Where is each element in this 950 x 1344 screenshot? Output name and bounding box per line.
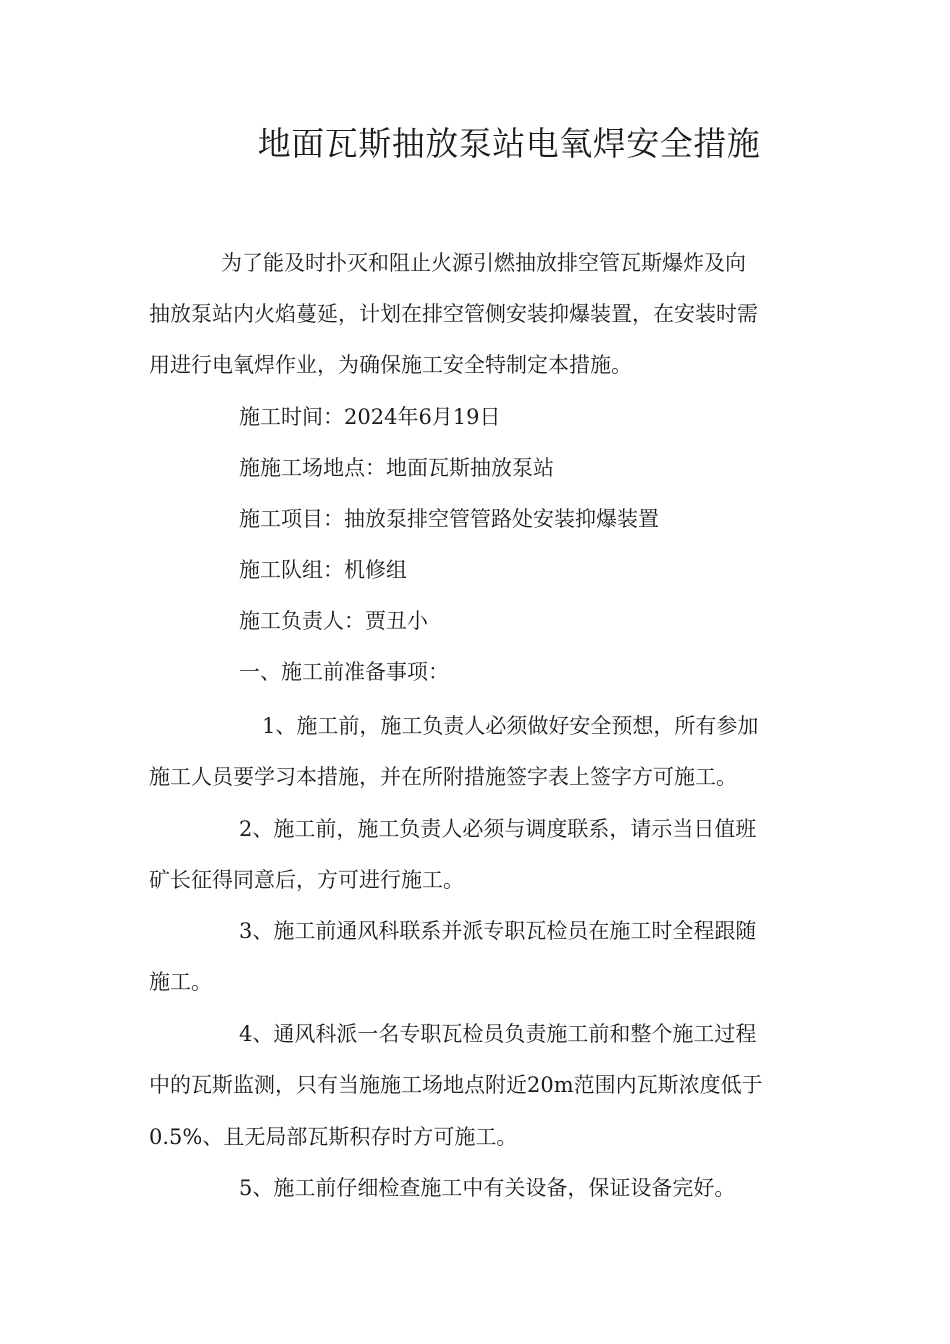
intro-line-1: 为了能及时扑灭和阻止火源引燃抽放排空管瓦斯爆炸及向 [221, 251, 746, 275]
list-item-1-line-2: 施工人员要学习本措施，并在所附措施签字表上签字方可施工。 [149, 765, 737, 789]
list-item-4-line-2: 中的瓦斯监测，只有当施施工场地点附近20m范围内瓦斯浓度低于 [149, 1073, 763, 1097]
intro-line-3: 用进行电氧焊作业，为确保施工安全特制定本措施。 [149, 353, 632, 377]
list-item-1-line-1: 1、施工前，施工负责人必须做好安全预想，所有参加 [262, 714, 759, 738]
list-item-4-line-3: 0.5%、且无局部瓦斯积存时方可施工。 [149, 1125, 518, 1149]
section-heading-preparation: 一、施工前准备事项： [239, 660, 449, 684]
intro-line-2: 抽放泵站内火焰蔓延，计划在排空管侧安装抑爆装置，在安装时需 [149, 302, 758, 326]
list-item-2-line-1: 2、施工前，施工负责人必须与调度联系，请示当日值班 [239, 817, 757, 841]
list-item-3-line-2: 施工。 [149, 970, 212, 994]
info-construction-leader: 施工负责人：贾丑小 [239, 609, 428, 633]
info-construction-project: 施工项目：抽放泵排空管管路处安装抑爆装置 [239, 507, 659, 531]
info-construction-team: 施工队组：机修组 [239, 558, 407, 582]
document-title: 地面瓦斯抽放泵站电氧焊安全措施 [257, 124, 761, 163]
list-item-3-line-1: 3、施工前通风科联系并派专职瓦检员在施工时全程跟随 [239, 919, 757, 943]
list-item-5-line-1: 5、施工前仔细检查施工中有关设备，保证设备完好。 [239, 1176, 736, 1200]
list-item-2-line-2: 矿长征得同意后，方可进行施工。 [149, 868, 464, 892]
info-construction-time: 施工时间：2024年6月19日 [239, 405, 501, 429]
info-construction-site: 施施工场地点：地面瓦斯抽放泵站 [239, 456, 554, 480]
list-item-4-line-1: 4、通风科派一名专职瓦检员负责施工前和整个施工过程 [239, 1022, 757, 1046]
